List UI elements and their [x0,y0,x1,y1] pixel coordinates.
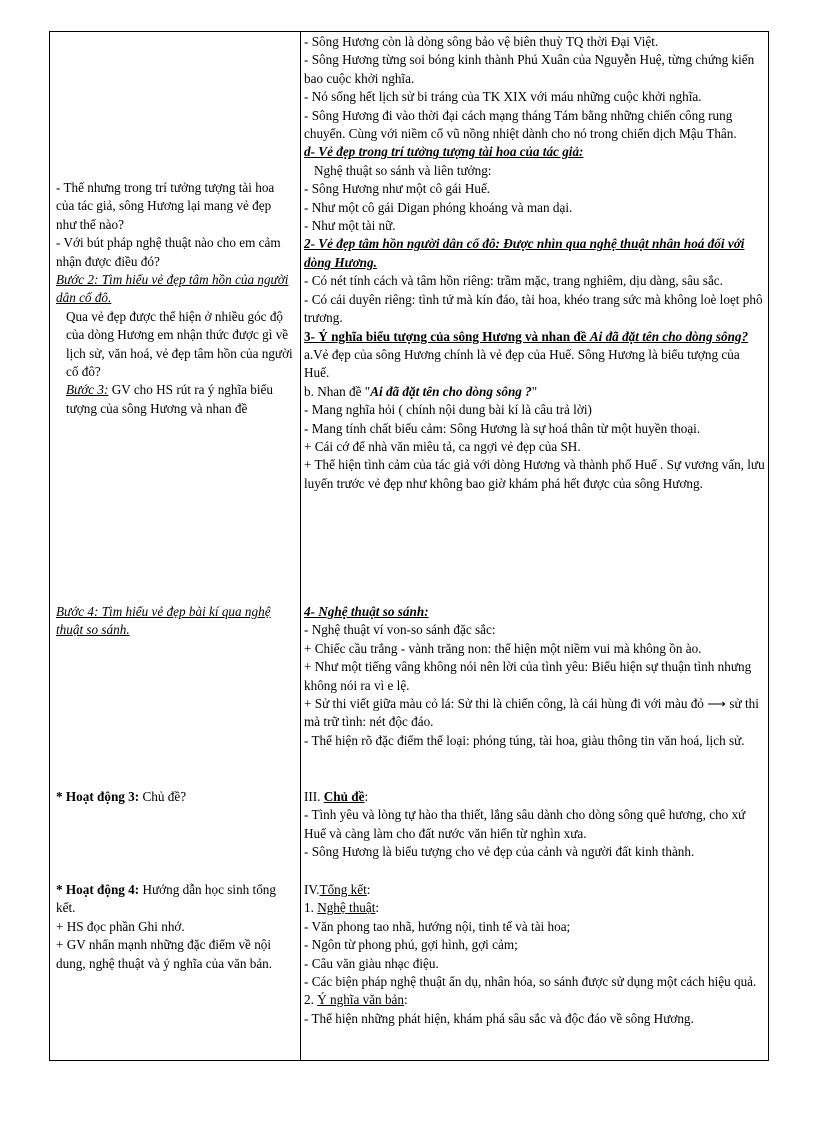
content-line: - Có cái duyên riêng: tình tứ mà kín đáo, tài hoa, khéo trang sức mà không loè loẹt phô trương. [304,291,763,326]
content-line: - Thể hiện những phát hiện, khám phá sâu sắc và độc đáo về sông Hương. [304,1010,694,1026]
content-line: + Như một tiếng vâng không nói nên lời của tình yêu: Biểu hiện sự thuận tình nhưng không nói ra vì e lệ. [304,659,752,693]
content-line: - Sông Hương còn là dòng sông bảo vệ biên thuỳ TQ thời Đại Việt. [304,34,659,49]
activity-3: * Hoạt động 3: Chủ đề? [56,789,187,804]
content-line: + Thể hiện tình cảm của tác giả với dòng Hương và thành phố Huế . Sự vương vấn, lưu luyến trước vẻ đẹp như không bao giờ khám phá hết được của sông Hương. [304,457,765,491]
content-line: + Chiếc cầu trắng - vành trăng non: thể hiện một niềm vui mà không ồn ào. [304,640,702,656]
content-line: - Nó sống hết lịch sử bi tráng của TK XIX với máu những cuộc khởi nghĩa. [304,89,702,105]
subsection-meaning-heading: 2. Ý nghĩa văn bản: [304,992,408,1008]
content-line: + Sử thi viết giữa màu cỏ lá: Sử thi là chiến công, là cái hùng đi với màu đỏ ⟶ sử thi mà trữ tình: nét độc đáo. [304,696,759,730]
content-line: - Thể hiện rõ đặc điểm thể loại: phóng túng, tài hoa, giàu thông tin văn hoá, lịch sử. [304,732,745,748]
step-3-label: Bước 3: [66,382,109,398]
question-technique: - Với bút pháp nghệ thuật nào cho em cảm nhận được điều đó? [56,235,281,269]
activity-4: * Hoạt động 4: Hướng dẫn học sinh tổng kết. [56,882,276,916]
content-line: - Như một tài nữ. [304,218,396,234]
content-line: a.Vẻ đẹp của sông Hương chính là vẻ đẹp của Huế. Sông Hương là biểu tượng của Huế. [304,346,740,381]
activity-4-item: + GV nhấn mạnh những đặc điểm về nội dung, nghệ thuật và ý nghĩa của văn bản. [56,937,273,971]
section-d-heading: d- Vẻ đẹp trong trí tưởng tượng tài hoa của tác giả: [304,144,584,160]
activity-4-item: + HS đọc phần Ghi nhớ. [56,918,185,934]
content-line: - Văn phong tao nhã, hướng nội, tinh tế và tài hoa; [304,918,571,934]
section-2-heading: 2- Vẻ đẹp tâm hồn người dân cố đô: Được nhìn qua nghệ thuật nhân hoá đối với dòng Hương. [304,236,745,270]
section-IV-heading: IV.Tổng kết: [304,882,371,897]
section-3-heading: 3- Ý nghĩa biểu tượng của sông Hương và nhan đề Ai đã đặt tên cho dòng sông? [304,328,749,344]
content-line: + Cái cớ để nhà văn miêu tả, ca ngợi vẻ đẹp của SH. [304,438,581,454]
column-divider [300,32,301,1060]
content-line: - Sông Hương như một cô gái Huế. [304,181,491,197]
content-line: - Như một cô gái Digan phóng khoáng và man dại. [304,199,573,215]
section-4-heading: 4- Nghệ thuật so sánh: [304,604,429,619]
content-line: Nghệ thuật so sánh và liên tưởng: [314,162,492,178]
content-line: - Ngôn từ phong phú, gợi hình, gợi cảm; [304,937,518,953]
content-line: - Sông Hương là biểu tượng cho vẻ đẹp của cảnh và người đất kinh thành. [304,844,695,860]
title-question-line: b. Nhan đề "Ai đã đặt tên cho dòng sông ?" [304,383,538,399]
question-imagination: - Thế nhưng trong trí tưởng tượng tài hoa của tác giả, sông Hương lại mang vẻ đẹp như thế nào? [56,180,275,232]
content-line: - Mang nghĩa hỏi ( chính nội dung bài kí là câu trả lời) [304,402,592,418]
section-III-heading: III. Chủ đề: [304,789,369,804]
lesson-table [49,31,769,1061]
step-2-heading: Bước 2: Tìm hiểu vẻ đẹp tâm hồn của người dân cố đô. [56,272,289,306]
activity-4-label: * Hoạt động 4: [56,882,140,897]
content-line: - Sông Hương từng soi bóng kinh thành Phú Xuân của Nguyễn Huệ, từng chứng kiến bao cuộc khởi nghĩa. [304,52,755,86]
step-2-question: Qua vẻ đẹp được thể hiện ở nhiều góc độ của dòng Hương em nhận thức được gì về lịch sử, văn hoá, vẻ đẹp tâm hồn của người cố đô? [66,308,293,380]
content-line: - Mang tính chất biểu cảm: Sông Hương là sự hoá thân từ một huyền thoại. [304,420,701,436]
subsection-art-heading: 1. Nghệ thuật: [304,900,380,916]
content-line: - Sông Hương đi vào thời đại cách mạng tháng Tám bằng những chiến công rung chuyển. Cùng với niềm cổ vũ nồng nhiệt dành cho nó trong chiến dịch Mậu Thân. [304,107,737,142]
content-line: - Các biện pháp nghệ thuật ẩn dụ, nhân hóa, so sánh được sử dụng một cách hiệu quả. [304,974,757,990]
content-line: - Có nét tính cách và tâm hồn riêng: trầm mặc, trang nghiêm, dịu dàng, sâu sắc. [304,273,723,289]
content-line: - Câu văn giàu nhạc điệu. [304,955,439,971]
activity-3-label: * Hoạt động 3: [56,789,140,804]
step-4-heading: Bước 4: Tìm hiểu vẻ đẹp bài kí qua nghệ thuật so sánh. [56,604,271,638]
step-3-text: Bước 3: GV cho HS rút ra ý nghĩa biểu tượng của sông Hương và nhan đề [66,382,273,416]
content-line: - Tình yêu và lòng tự hào tha thiết, lắng sâu dành cho dòng sông quê hương, cho xứ Huế và càng làm cho đất nước văn hiến từ nghìn xưa. [304,807,746,841]
content-line: - Nghệ thuật ví von-so sánh đặc sắc: [304,622,496,638]
